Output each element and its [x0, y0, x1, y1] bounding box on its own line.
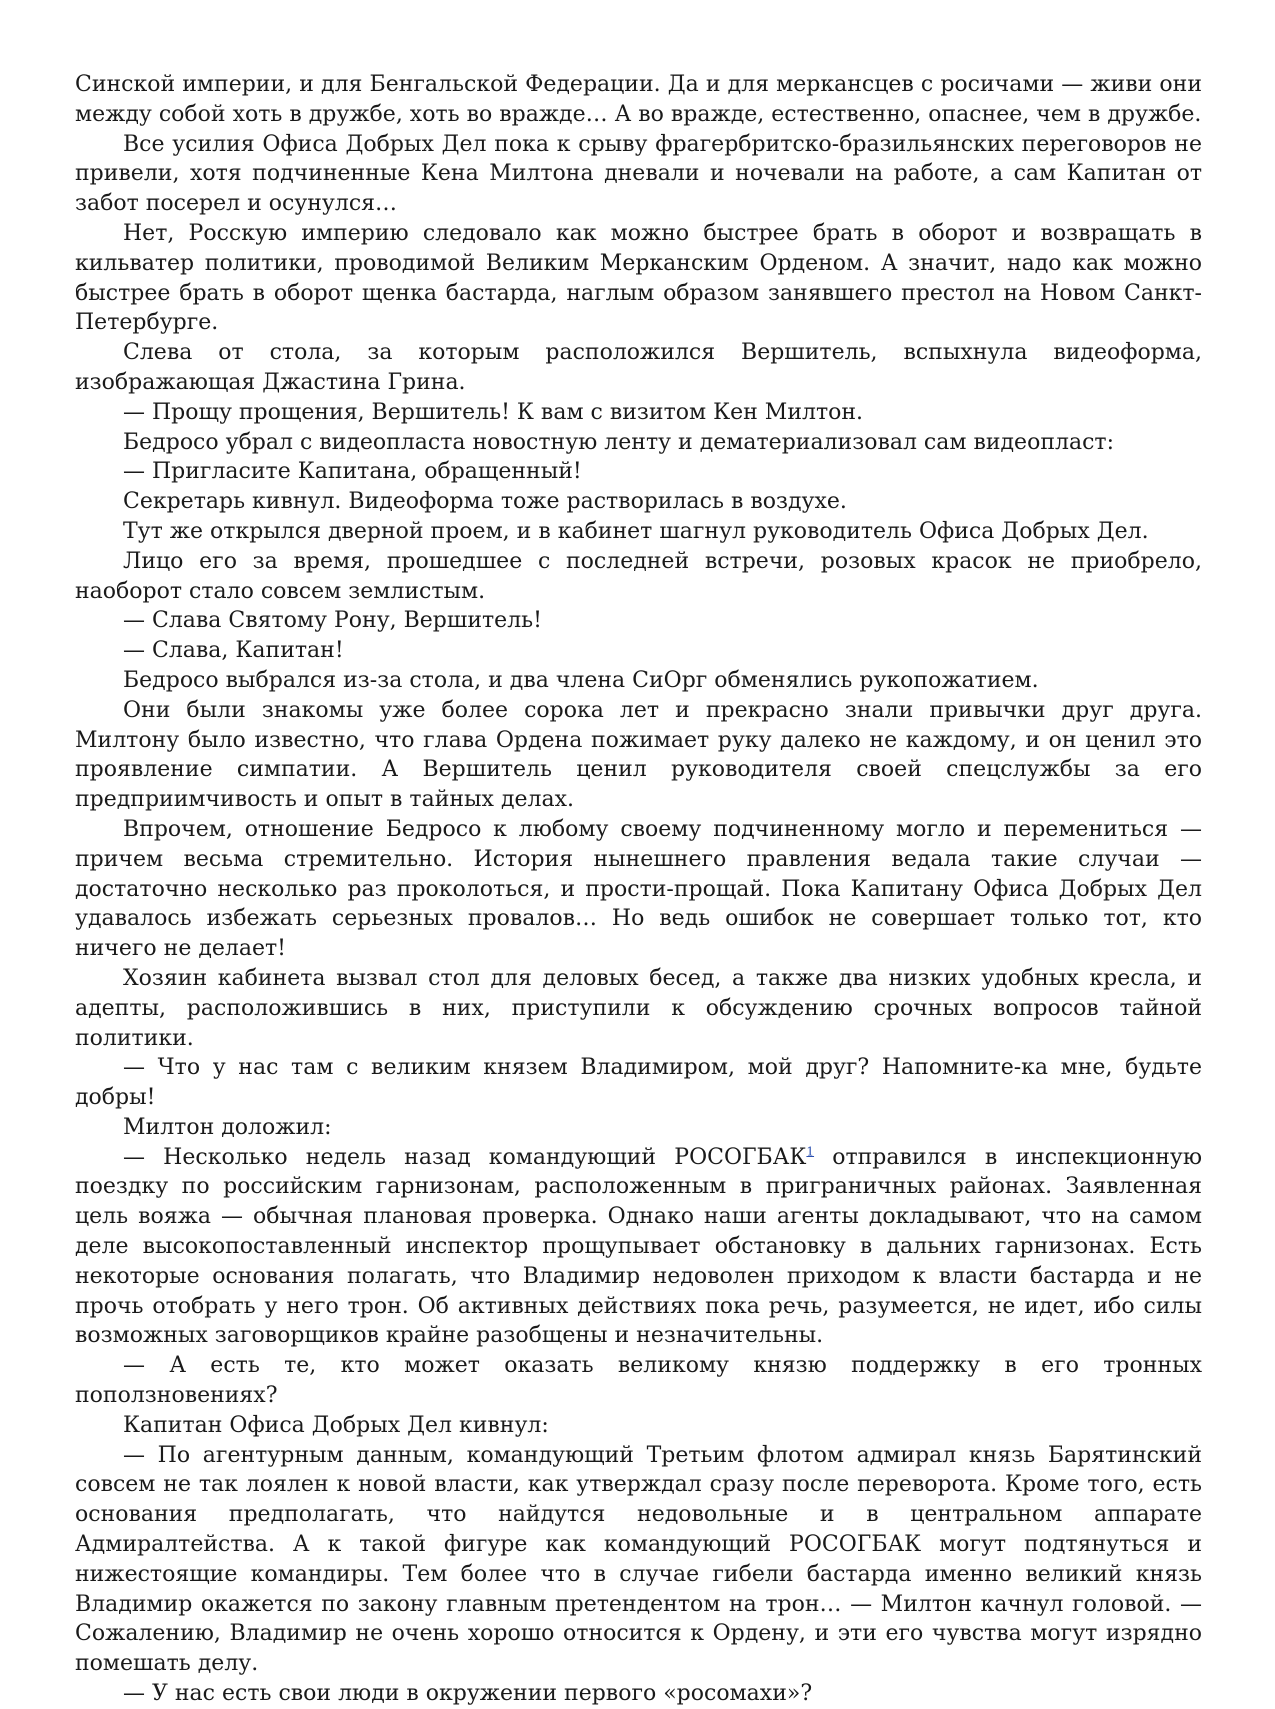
- paragraph-footnoted-start: — Несколько недель назад командующий РОСОГБАК: [123, 1144, 807, 1170]
- paragraph-15: Впрочем, отношение Бедросо к любому своему подчиненному могло и перемениться — причем весьма стремительно. История нынешнего правления ведала такие случаи — достаточно несколько раз проколоться, и прости-прощай. Пока Капитану Офиса Добрых Дел удавалось избежать серьезных провалов… Но ведь ошибок не совершает только тот, кто ничего не делает!: [75, 816, 1202, 962]
- paragraph-10: Лицо его за время, прошедшее с последней встречи, розовых красок не приобрело, наоборот стало совсем землистым.: [75, 548, 1202, 604]
- paragraph-23: — У нас есть свои люди в окружении первого «росомахи»?: [123, 1681, 813, 1707]
- paragraph-11: — Слава Святому Рону, Вершитель!: [123, 608, 542, 634]
- paragraph-5: — Прощу прощения, Вершитель! К вам с визитом Кен Милтон.: [123, 399, 864, 425]
- paragraph-12: — Слава, Капитан!: [123, 638, 344, 664]
- paragraph-footnoted: [75, 1143, 1202, 1352]
- paragraph-16: Хозяин кабинета вызвал стол для деловых бесед, а также два низких удобных кресла, и адепты, расположившись в них, приступили к обсуждению срочных вопросов тайной политики.: [75, 965, 1202, 1051]
- paragraph-20: — А есть те, кто может оказать великому князю поддержку в его тронных поползновениях?: [75, 1353, 1202, 1409]
- paragraph-6: Бедросо убрал с видеопласта новостную ленту и дематериализовал сам видеопласт:: [123, 429, 1114, 455]
- paragraph-21: Капитан Офиса Добрых Дел кивнул:: [123, 1412, 549, 1438]
- paragraph-7: — Пригласите Капитана, обращенный!: [123, 459, 582, 485]
- paragraph-1: Синской империи, и для Бенгальской Федерации. Да и для меркансцев с росичами — живи они между собой хоть в дружбе, хоть во вражде… А во вражде, естественно, опаснее, чем в дружбе.: [75, 72, 1202, 127]
- footnote-link[interactable]: 1: [806, 1144, 815, 1159]
- paragraph-17: — Что у нас там с великим князем Владимиром, мой друг? Напомните-ка мне, будьте добры!: [75, 1055, 1202, 1111]
- paragraph-3: Нет, Росскую империю следовало как можно быстрее брать в оборот и возвращать в кильватер политики, проводимой Великим Мерканским Орденом. А значит, надо как можно быстрее брать в оборот щенка бастарда, наглым образом занявшего престол на Новом Санкт-Петербурге.: [75, 220, 1202, 336]
- paragraph-4: Слева от стола, за которым расположился Вершитель, вспыхнула видеоформа, изображающая Джастина Грина.: [75, 340, 1202, 395]
- paragraph-18: Милтон доложил:: [123, 1114, 332, 1140]
- paragraph-footnoted-rest: отправился в инспекционную поездку по российским гарнизонам, расположенным в приграничных районах. Заявленная цель вояжа — обычная плановая проверка. Однако наши агенты докладывают, что на самом деле высокопоставленный инспектор прощупывает обстановку в дальних гарнизонах. Есть некоторые основания полагать, что Владимир недоволен приходом к власти бастарда и не прочь отобрать у него трон. Об активных действиях пока речь, разумеется, не идет, ибо силы возможных заговорщиков крайне разобщены и незначительны.: [75, 1144, 1203, 1349]
- paragraph-13: Бедросо выбрался из-за стола, и два члена СиОрг обменялись рукопожатием.: [123, 667, 1039, 693]
- document-page: [75, 70, 1202, 1709]
- paragraph-14: Они были знакомы уже более сорока лет и прекрасно знали привычки друг друга. Милтону было известно, что глава Ордена пожимает руку далеко не каждому, и он ценил это проявление симпатии. А Вершитель ценил руководителя своей спецслужбы за его предприимчивость и опыт в тайных делах.: [75, 697, 1202, 813]
- paragraph-2: Все усилия Офиса Добрых Дел пока к срыву фрагербритско-бразильянских переговоров не привели, хотя подчиненные Кена Милтона дневали и ночевали на работе, а сам Капитан от забот посерел и осунулся…: [75, 131, 1202, 217]
- paragraph-8: Секретарь кивнул. Видеоформа тоже растворилась в воздухе.: [123, 489, 847, 515]
- paragraph-9: Тут же открылся дверной проем, и в кабинет шагнул руководитель Офиса Добрых Дел.: [123, 518, 1149, 544]
- paragraph-22: — По агентурным данным, командующий Третьим флотом адмирал князь Барятинский совсем не так лоялен к новой власти, как утверждал сразу после переворота. Кроме того, есть основания предполагать, что найдутся недовольные и в центральном аппарате Адмиралтейства. А к такой фигуре как командующий РОСОГБАК могут подтянуться и нижестоящие командиры. Тем более что в случае гибели бастарда именно великий князь Владимир окажется по закону главным претендентом на трон… — Милтон качнул головой. — Сожалению, Владимир не очень хорошо относится к Ордену, и эти его чувства могут изрядно помешать делу.: [75, 1442, 1202, 1677]
